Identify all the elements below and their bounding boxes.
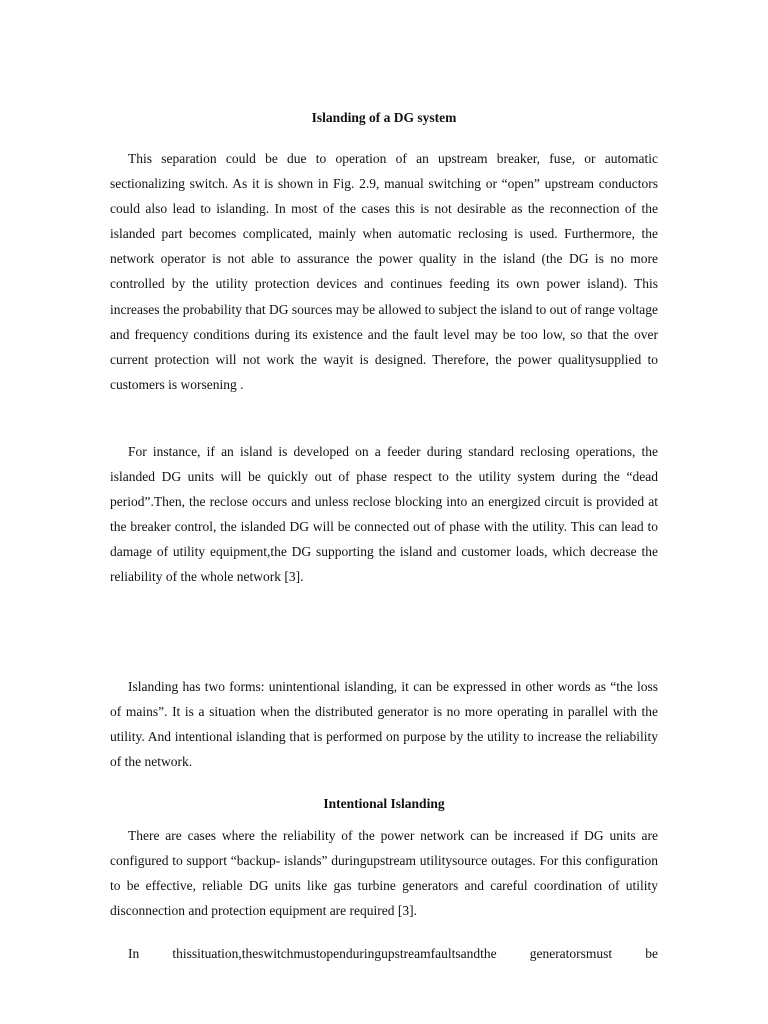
page-title: Islanding of a DG system — [311, 110, 457, 125]
section-title-intentional-islanding: Intentional Islanding — [323, 796, 445, 811]
paragraph-separation: This separation could be due to operation of an upstream breaker, fuse, or automatic sectionalizing switch. As it is shown in Fig. 2.9, manual switching or “open” upstream conductors could also lead to islanding. In most of the cases this is not desirable as the reconnection of the islanded part becomes complicated, mainly when automatic reclosing is used. Furthermore, the network operator is not able to assurance the power quality in the island (the DG is no more controlled by the utility protection devices and continues feeding its own power island). This increases the probability that DG sources may be allowed to subject the island to out of range voltage and frequency conditions during its existence and the fault level may be too low, so that the over current protection will not work the wayit is designed. Therefore, the power qualitysupplied to customers is worsening . — [110, 151, 658, 392]
paragraph-switch-situation: In thissituation,theswitchmustopenduringupstreamfaultsandthe generatorsmust be — [128, 946, 658, 961]
paragraph-islanding-forms: Islanding has two forms: unintentional islanding, it can be expressed in other words as “the loss of mains”. It is a situation when the distributed generator is no more operating in parallel with the utility. And intentional islanding that is performed on purpose by the utility to increase the reliability of the network. — [110, 679, 658, 770]
paragraph-reclosing: For instance, if an island is developed on a feeder during standard reclosing operations, the islanded DG units will be quickly out of phase respect to the utility system during the “dead period”.Then, the reclose occurs and unless reclose blocking into an energized circuit is provided at the breaker control, the islanded DG will be connected out of phase with the utility. This can lead to damage of utility equipment,the DG supporting the island and customer loads, which decrease the reliability of the whole network [3]. — [110, 444, 658, 585]
paragraph-backup-islands: There are cases where the reliability of the power network can be increased if DG units are configured to support “backup- islands” duringupstream utilitysource outages. For this configuration to be effective, reliable DG units like gas turbine generators and careful coordination of utility disconnection and protection equipment are required [3]. — [110, 828, 658, 919]
